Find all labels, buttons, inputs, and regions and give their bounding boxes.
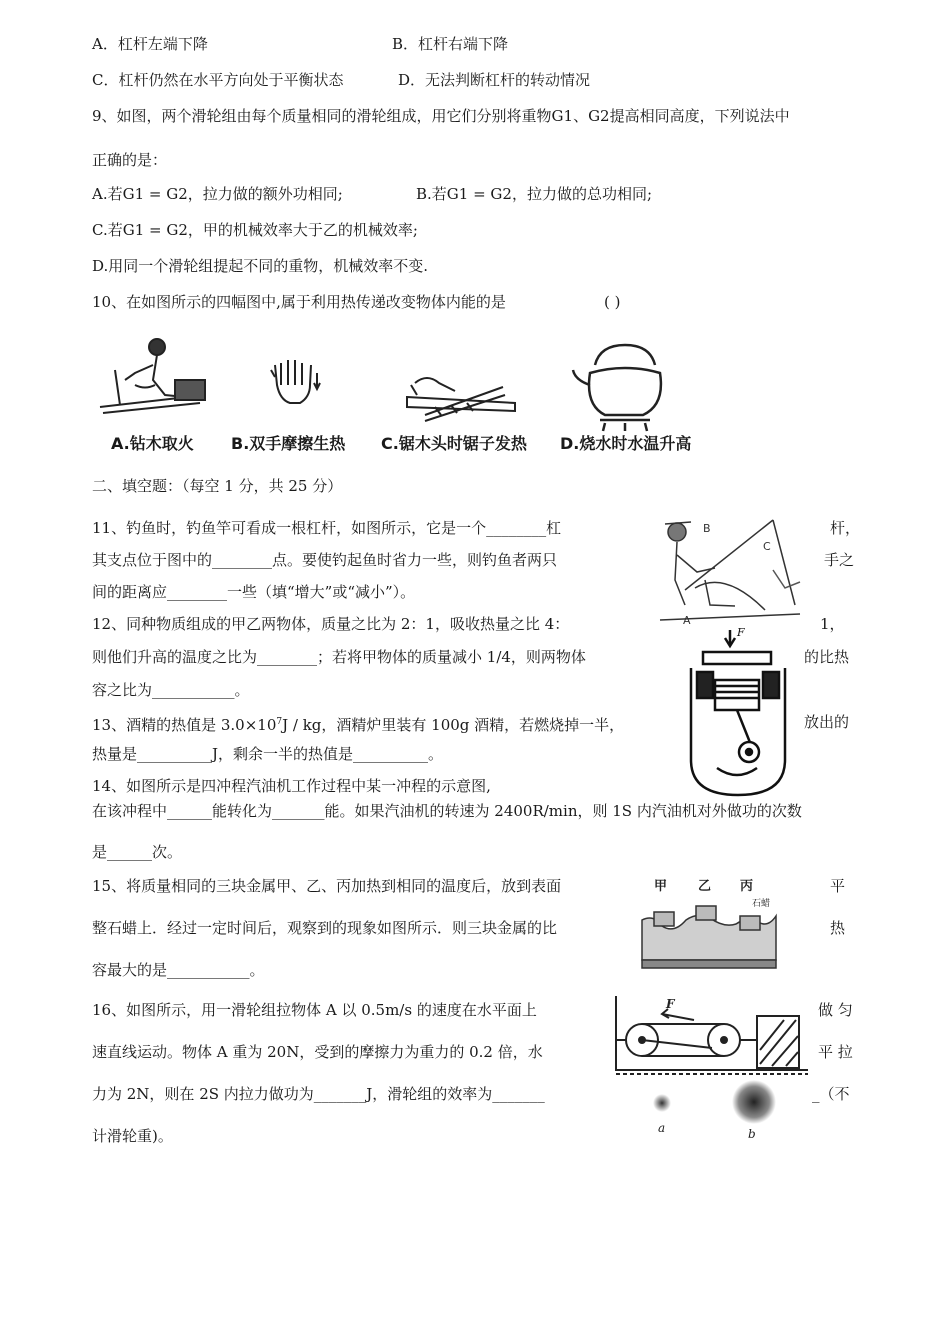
q14-engine-figure: [683, 620, 793, 800]
q15-line1: 15、将质量相同的三块金属甲、乙、丙加热到相同的温度后，放到表面: [92, 877, 562, 895]
engine-stroke-illustration: [683, 620, 793, 800]
q10-caption-b: B.双手摩擦生热: [231, 434, 346, 453]
q11-fishing-figure: [655, 510, 805, 628]
q12-line1-right: 1，: [820, 615, 845, 633]
fishing-label-a: A: [683, 614, 691, 627]
kettle-illustration: [573, 345, 661, 431]
q10-caption-c: C.锯木头时锯子发热: [381, 434, 527, 453]
ball-label-a: a: [658, 1121, 666, 1135]
fishing-label-c: C: [763, 540, 771, 553]
q9-stem-line1: 9、如图，两个滑轮组由每个质量相同的滑轮组成，用它们分别将重物G1、G2提高相同高度，下列说法中: [92, 107, 790, 125]
engine-label-f: F: [737, 626, 745, 639]
q9-option-d: D.用同一个滑轮组提起不同的重物，机械效率不变.: [92, 257, 429, 275]
q16-line2: 速直线运动。物体 A 重为 20N，受到的摩擦力为重力的 0.2 倍，水: [92, 1043, 543, 1061]
q16-pulley-figure: [612, 990, 812, 1145]
q11-line1-right: 杆，: [830, 519, 861, 537]
saw-wood-illustration: [407, 378, 515, 421]
wax-label-yi: 乙: [698, 879, 712, 894]
q12-line1: 12、同种物质组成的甲乙两物体，质量之比为 2：1，吸收热量之比 4：: [92, 615, 570, 633]
q13-line2: 热量是__________J，剩余一半的热值是__________。: [92, 745, 444, 763]
q10-figure: [95, 325, 705, 455]
large-ball-b: [732, 1080, 776, 1124]
q13-line1: [92, 712, 624, 735]
q8-option-b: B．杠杆右端下降: [392, 35, 509, 53]
q10-caption-a: A.钻木取火: [111, 434, 194, 453]
metal-blocks-on-wax-illustration: [640, 872, 780, 972]
q16-line1: 16、如图所示，用一滑轮组拉物体 A 以 0.5m/s 的速度在水平面上: [92, 1001, 537, 1019]
wax-label-bing: 丙: [740, 879, 754, 894]
q9-stem-line2: 正确的是：: [92, 151, 168, 169]
pulley-system-illustration: [612, 990, 812, 1145]
q12-line2: 则他们升高的温度之比为________；若将甲物体的质量减小 1/4，则两物体: [92, 648, 586, 666]
fishing-rod-illustration: [655, 510, 805, 628]
q16-line1-right: 做 匀: [818, 1001, 853, 1019]
q14-line2: 在该冲程中______能转化为_______能。如果汽油机的转速为 2400R/min，则 1S 内汽油机对外做功的次数: [92, 802, 802, 820]
q15-line2-right: 热: [830, 919, 846, 937]
q15-line2: 整石蜡上．经过一定时间后，观察到的现象如图所示．则三块金属的比: [92, 919, 558, 937]
q14-line3: 是______次。: [92, 843, 183, 861]
q8-option-c: C．杠杆仍然在水平方向处于平衡状态: [92, 71, 344, 89]
q9-option-a: A.若G1 = G2，拉力做的额外功相同;: [92, 185, 343, 203]
section-2-heading: 二、填空题：（每空 1 分，共 25 分）: [92, 477, 343, 495]
q13-line1-b: J / kg，酒精炉里装有 100g 酒精，若燃烧掉一半，: [282, 716, 625, 734]
q8-option-a: A．杠杆左端下降: [92, 35, 208, 53]
q14-line1: 14、如图所示是四冲程汽油机工作过程中某一冲程的示意图,: [92, 777, 491, 795]
q15-line3: 容最大的是___________。: [92, 961, 265, 979]
q9-option-c: C.若G1 = G2，甲的机械效率大于乙的机械效率;: [92, 221, 418, 239]
q11-line1: 11、钓鱼时，钓鱼竿可看成一根杠杆，如图所示，它是一个________杠: [92, 519, 562, 537]
q13-line1-a: 13、酒精的热值是 3.0×10: [92, 716, 277, 734]
q16-line3: 力为 2N，则在 2S 内拉力做功为_______J，滑轮组的效率为_______: [92, 1085, 545, 1103]
q15-wax-figure: [640, 872, 780, 972]
q15-line1-right: 平: [830, 877, 846, 895]
q9-option-b: B.若G1 = G2，拉力做的总功相同;: [416, 185, 653, 203]
pulley-label-f: F: [666, 997, 675, 1011]
q10-answer-bracket: ( ): [604, 293, 621, 311]
q13-line1-right: 放出的: [804, 713, 850, 731]
q11-line3: 间的距离应________一些（填“增大”或“减小”）。: [92, 583, 416, 601]
small-ball-a: [653, 1094, 671, 1112]
q16-line4: 计滑轮重)。: [92, 1127, 173, 1145]
q10-stem: 10、在如图所示的四幅图中,属于利用热传递改变物体内能的是: [92, 293, 506, 311]
wax-label-shila: 石蜡: [752, 899, 771, 909]
q11-line2: 其支点位于图中的________点。要使钓起鱼时省力一些，则钓鱼者两只: [92, 551, 558, 569]
q12-line3: 容之比为___________。: [92, 681, 250, 699]
q12-line2-right: 的比热: [804, 648, 850, 666]
q13-exponent: 7: [276, 717, 283, 727]
fishing-label-b: B: [703, 522, 711, 535]
rubbing-hands-illustration: [271, 360, 320, 403]
q8-option-d: D．无法判断杠杆的转动情况: [398, 71, 591, 89]
q10-caption-d: D.烧水时水温升高: [560, 434, 692, 453]
q11-line2-right: 手之: [824, 551, 855, 569]
ball-label-b: b: [748, 1127, 756, 1141]
q16-line3-right: _（不: [812, 1085, 850, 1103]
drill-wood-illustration: [100, 339, 205, 413]
q16-line2-right: 平 拉: [818, 1043, 853, 1061]
wax-label-jia: 甲: [654, 879, 668, 894]
